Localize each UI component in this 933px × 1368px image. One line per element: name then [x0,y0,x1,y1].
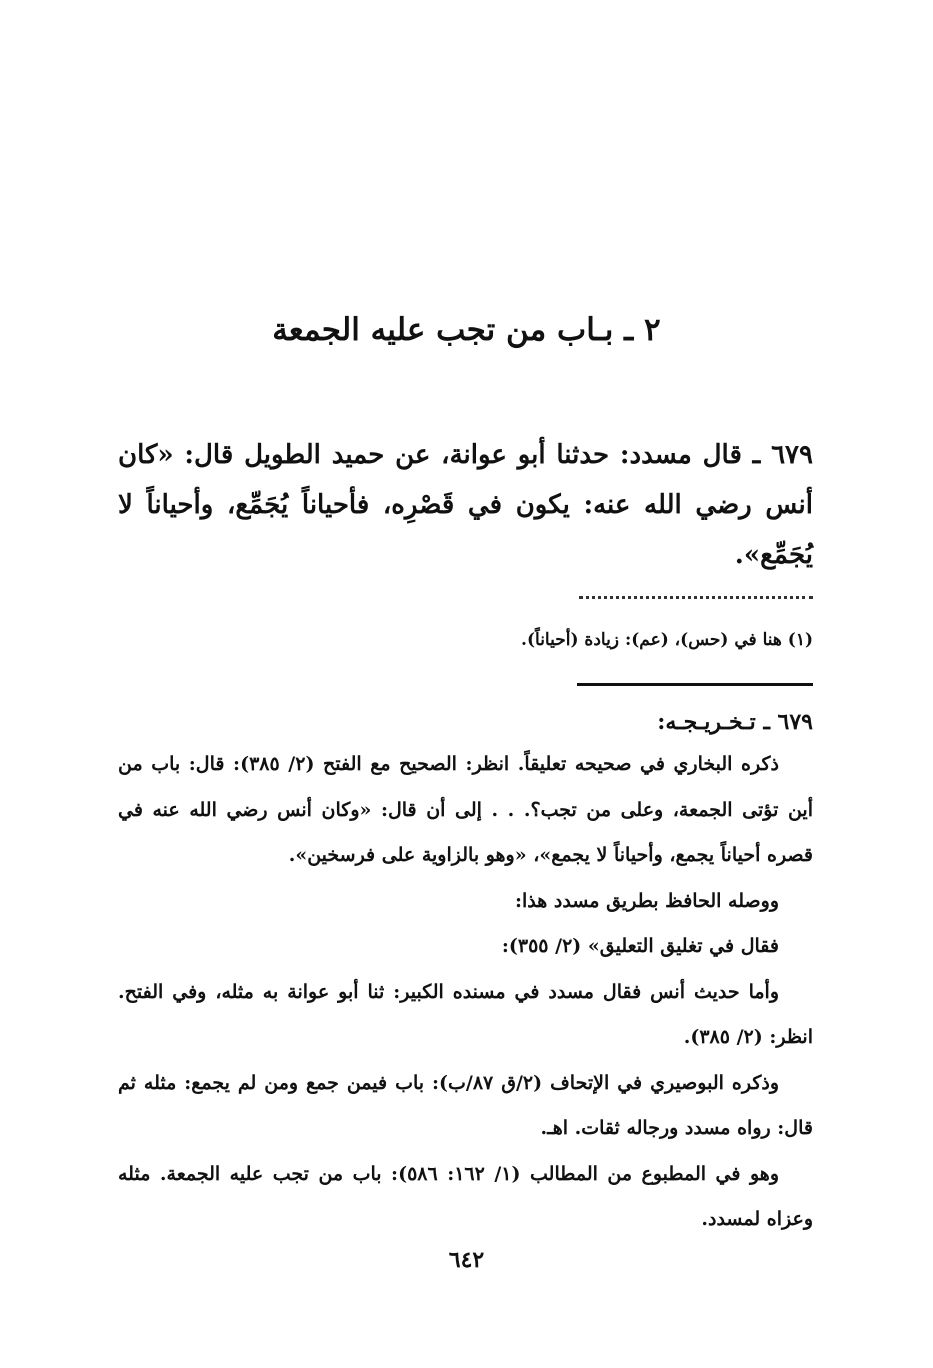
takhrij-heading: ٦٧٩ ـ تـخـريـجـه: [657,709,813,735]
takhrij-paragraph: ووصله الحافظ بطريق مسدد هذا: [515,889,779,912]
chapter-title: ٢ ـ بـاب من تجب عليه الجمعة [272,312,661,348]
section-divider [577,683,813,686]
footnote-dotted-separator [579,596,813,599]
hadith-text: ٦٧٩ ـ قال مسدد: حدثنا أبو عوانة، عن حميد الطويل قال: «كان أنس رضي الله عنه: يكون في قَصْرِه، فأحياناً يُجَمِّع، وأحياناً لا يُجَمِّع». [118,440,813,570]
takhrij-paragraph: وذكره البوصيري في الإتحاف (٢/ق ٨٧/ب): باب فيمن جمع ومن لم يجمع: مثله ثم قال: رواه مسدد ورجاله ثقات. اهـ. [118,1071,813,1139]
takhrij-body [118,742,813,1243]
page-number: ٦٤٢ [448,1247,485,1273]
hadith-block [118,430,813,580]
takhrij-paragraph: وأما حديث أنس فقال مسدد في مسنده الكبير: ثنا أبو عوانة به مثله، وفي الفتح. انظر: (٢/ ٣٨٥). [118,980,813,1048]
footnote: (١) هنا في (حس)، (عم): زيادة (أحياناً). [521,630,813,650]
takhrij-paragraph: ذكره البخاري في صحيحه تعليقاً. انظر: الصحيح مع الفتح (٢/ ٣٨٥): قال: باب من أين تؤتى الجمعة، وعلى من تجب؟. . . إلى أن قال: «وكان أنس رضي الله عنه في قصره أحياناً يجمع، وأحياناً لا يجمع»، «وهو بالزاوية على فرسخين». [118,753,813,866]
takhrij-paragraph: وهو في المطبوع من المطالب (١/ ١٦٢: ٥٨٦): باب من تجب عليه الجمعة. مثله وعزاه لمسدد. [118,1162,813,1230]
takhrij-paragraph: فقال في تغليق التعليق» (٢/ ٣٥٥): [501,935,779,957]
